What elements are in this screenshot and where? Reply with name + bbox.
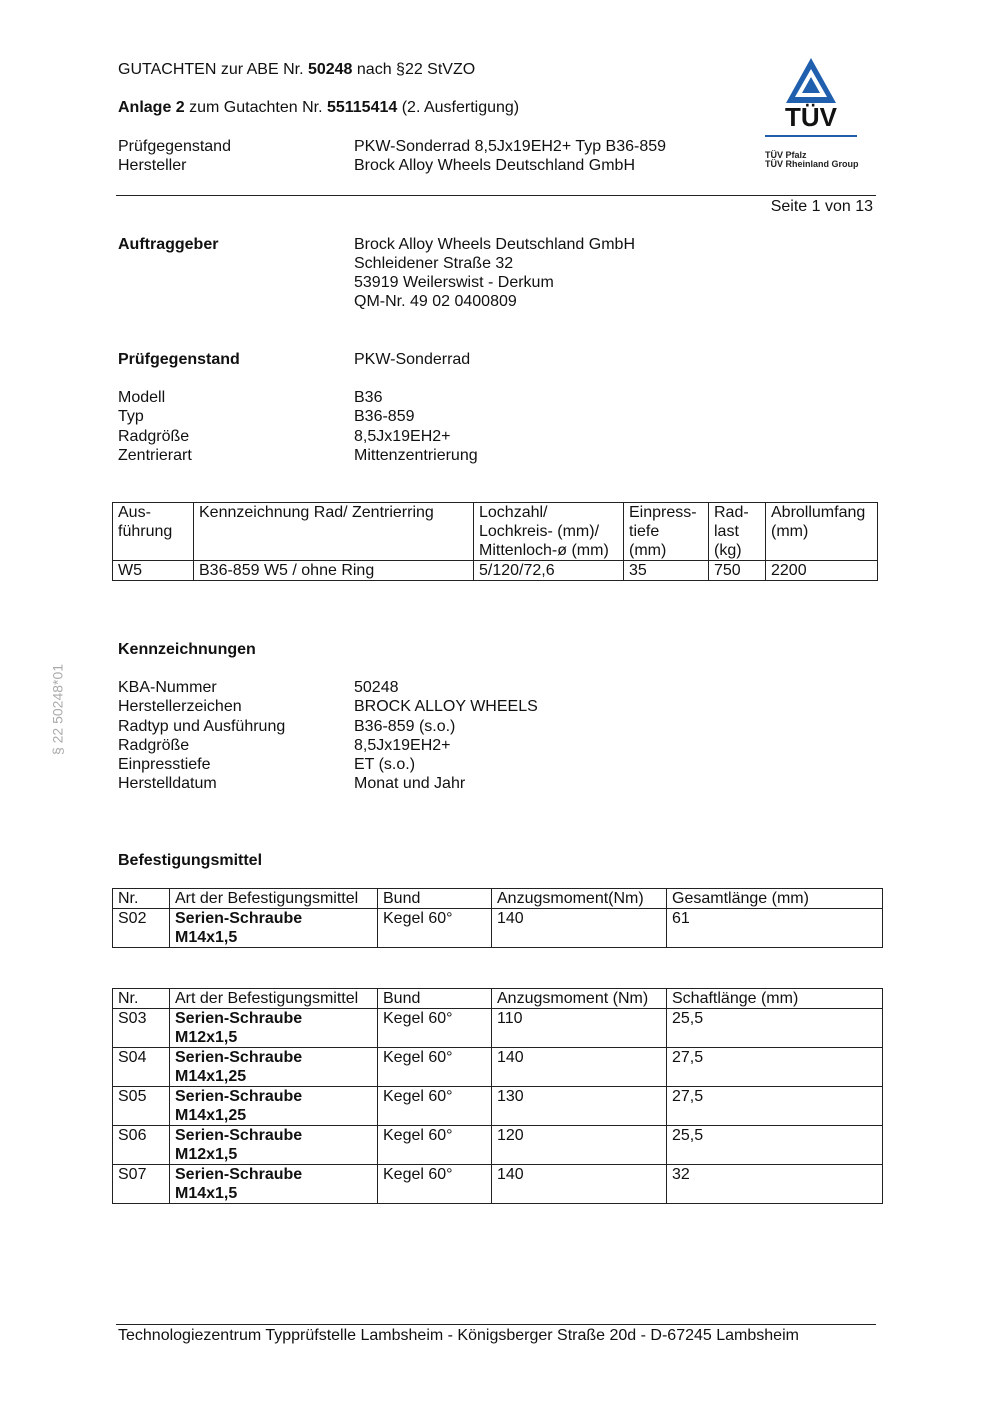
table-cell: 130 xyxy=(492,1087,667,1126)
footer-text: Technologiezentrum Typprüfstelle Lambsheim - Königsberger Straße 20d - D-67245 Lambsheim xyxy=(118,1327,799,1344)
wheel-table xyxy=(112,502,878,581)
logo-rule xyxy=(765,135,857,137)
attachment-suffix: (2. Ausfertigung) xyxy=(397,99,520,116)
table-cell: S02 xyxy=(113,909,170,948)
table-cell: 5/120/72,6 xyxy=(474,561,624,581)
table-cell: S05 xyxy=(113,1087,170,1126)
table-row xyxy=(113,909,883,948)
detail-key: Zentrierart xyxy=(118,447,192,464)
table-row xyxy=(113,561,878,581)
detail-value: B36-859 xyxy=(354,408,415,425)
marking-key: Radgröße xyxy=(118,737,190,754)
abe-number: 50248 xyxy=(307,61,353,78)
table-cell: 140 xyxy=(492,909,667,948)
attachment-line xyxy=(118,98,519,117)
marking-value: BROCK ALLOY WHEELS xyxy=(354,698,538,715)
marking-key: Einpresstiefe xyxy=(118,756,211,773)
marking-key: KBA-Nummer xyxy=(118,679,217,696)
table-header: Art der Befestigungsmittel xyxy=(170,889,378,909)
tuv-logo xyxy=(762,55,860,175)
title-suffix: nach §22 StVZO xyxy=(352,61,476,78)
page-number: Seite 1 von 13 xyxy=(770,198,873,215)
table-header: Bund xyxy=(378,989,492,1009)
header-rule xyxy=(116,195,876,196)
table-cell: S06 xyxy=(113,1126,170,1165)
table-cell: 140 xyxy=(492,1165,667,1204)
header-value: Brock Alloy Wheels Deutschland GmbH xyxy=(354,157,635,174)
side-marking: § 22 50248*01 xyxy=(49,663,66,756)
table-header-row xyxy=(113,503,878,561)
tuv-triangle-icon xyxy=(762,55,860,105)
table-cell: 25,5 xyxy=(667,1009,883,1048)
table-header: Anzugsmoment (Nm) xyxy=(492,989,667,1009)
table-header: Bund xyxy=(378,889,492,909)
header-value: PKW-Sonderrad 8,5Jx19EH2+ Typ B36-859 xyxy=(354,138,667,155)
test-object-value: PKW-Sonderrad xyxy=(354,351,471,368)
table-cell: 27,5 xyxy=(667,1048,883,1087)
table-cell: 61 xyxy=(667,909,883,948)
fastener-table-2 xyxy=(112,988,883,1204)
logo-subtext: TÜV Rheinland Group xyxy=(765,159,859,169)
marking-value: ET (s.o.) xyxy=(354,756,416,773)
client-address xyxy=(354,235,635,311)
attachment-text: zum Gutachten Nr. xyxy=(184,99,327,116)
table-cell: Serien-Schraube M14x1,5 xyxy=(170,909,378,948)
table-row xyxy=(113,1048,883,1087)
table-header: Nr. xyxy=(113,889,170,909)
marking-value: B36-859 (s.o.) xyxy=(354,718,456,735)
report-number: 55115414 xyxy=(326,99,398,116)
address-line: Schleidener Straße 32 xyxy=(354,255,514,272)
title-text: GUTACHTEN zur ABE Nr. xyxy=(118,61,308,78)
table-cell: 120 xyxy=(492,1126,667,1165)
document-title xyxy=(118,60,475,79)
table-cell: Kegel 60° xyxy=(378,909,492,948)
detail-value: 8,5Jx19EH2+ xyxy=(354,428,451,445)
table-cell: Kegel 60° xyxy=(378,1087,492,1126)
table-cell: 750 xyxy=(709,561,766,581)
table-row xyxy=(113,1087,883,1126)
table-cell: S03 xyxy=(113,1009,170,1048)
table-cell: Serien-Schraube M14x1,5 xyxy=(170,1165,378,1204)
footer-rule xyxy=(116,1324,876,1325)
attachment-label: Anlage 2 xyxy=(118,99,185,116)
marking-value: 50248 xyxy=(354,679,399,696)
table-cell: 25,5 xyxy=(667,1126,883,1165)
table-cell: S04 xyxy=(113,1048,170,1087)
table-cell: W5 xyxy=(113,561,194,581)
table-cell: 32 xyxy=(667,1165,883,1204)
table-cell: 35 xyxy=(624,561,709,581)
address-line: 53919 Weilerswist - Derkum xyxy=(354,274,554,291)
fasteners-label: Befestigungsmittel xyxy=(118,852,263,869)
table-header-row xyxy=(113,989,883,1009)
table-row xyxy=(113,1009,883,1048)
table-header: Schaftlänge (mm) xyxy=(667,989,883,1009)
table-header: Anzugsmoment(Nm) xyxy=(492,889,667,909)
table-header: Aus- führung xyxy=(113,503,194,561)
marking-value: 8,5Jx19EH2+ xyxy=(354,737,451,754)
table-cell: 110 xyxy=(492,1009,667,1048)
table-header: Rad- last (kg) xyxy=(709,503,766,561)
table-cell: Kegel 60° xyxy=(378,1165,492,1204)
header-key: Prüfgegenstand xyxy=(118,138,231,155)
table-cell: Serien-Schraube M12x1,5 xyxy=(170,1126,378,1165)
address-line: Brock Alloy Wheels Deutschland GmbH xyxy=(354,236,635,253)
detail-value: Mittenzentrierung xyxy=(354,447,478,464)
table-cell: Kegel 60° xyxy=(378,1048,492,1087)
table-cell: 140 xyxy=(492,1048,667,1087)
table-cell: Kegel 60° xyxy=(378,1009,492,1048)
table-cell: S07 xyxy=(113,1165,170,1204)
marking-key: Herstelldatum xyxy=(118,775,217,792)
detail-key: Typ xyxy=(118,408,144,425)
table-cell: Serien-Schraube M14x1,25 xyxy=(170,1048,378,1087)
table-header: Nr. xyxy=(113,989,170,1009)
marking-key: Herstellerzeichen xyxy=(118,698,242,715)
detail-key: Modell xyxy=(118,389,166,406)
header-key: Hersteller xyxy=(118,157,187,174)
table-cell: Serien-Schraube M14x1,25 xyxy=(170,1087,378,1126)
table-cell: B36-859 W5 / ohne Ring xyxy=(194,561,474,581)
table-header: Einpress- tiefe (mm) xyxy=(624,503,709,561)
test-object-label: Prüfgegenstand xyxy=(118,351,240,368)
table-row xyxy=(113,1165,883,1204)
marking-value: Monat und Jahr xyxy=(354,775,466,792)
table-header-row xyxy=(113,889,883,909)
table-cell: Kegel 60° xyxy=(378,1126,492,1165)
table-header: Abrollumfang (mm) xyxy=(766,503,878,561)
table-row xyxy=(113,1126,883,1165)
table-cell: 27,5 xyxy=(667,1087,883,1126)
table-header: Lochzahl/ Lochkreis- (mm)/ Mittenloch-ø (mm) xyxy=(474,503,624,561)
table-cell: Serien-Schraube M12x1,5 xyxy=(170,1009,378,1048)
detail-value: B36 xyxy=(354,389,383,406)
table-header: Kennzeichnung Rad/ Zentrierring xyxy=(194,503,474,561)
client-label: Auftraggeber xyxy=(118,236,219,253)
fastener-table-1 xyxy=(112,888,883,948)
table-header: Art der Befestigungsmittel xyxy=(170,989,378,1009)
markings-label: Kennzeichnungen xyxy=(118,641,256,658)
logo-text: TÜV xyxy=(785,102,837,132)
table-cell: 2200 xyxy=(766,561,878,581)
detail-key: Radgröße xyxy=(118,428,190,445)
address-line: QM-Nr. 49 02 0400809 xyxy=(354,293,517,310)
table-header: Gesamtlänge (mm) xyxy=(667,889,883,909)
logo-subtext: TÜV Pfalz xyxy=(765,150,807,160)
marking-key: Radtyp und Ausführung xyxy=(118,718,286,735)
